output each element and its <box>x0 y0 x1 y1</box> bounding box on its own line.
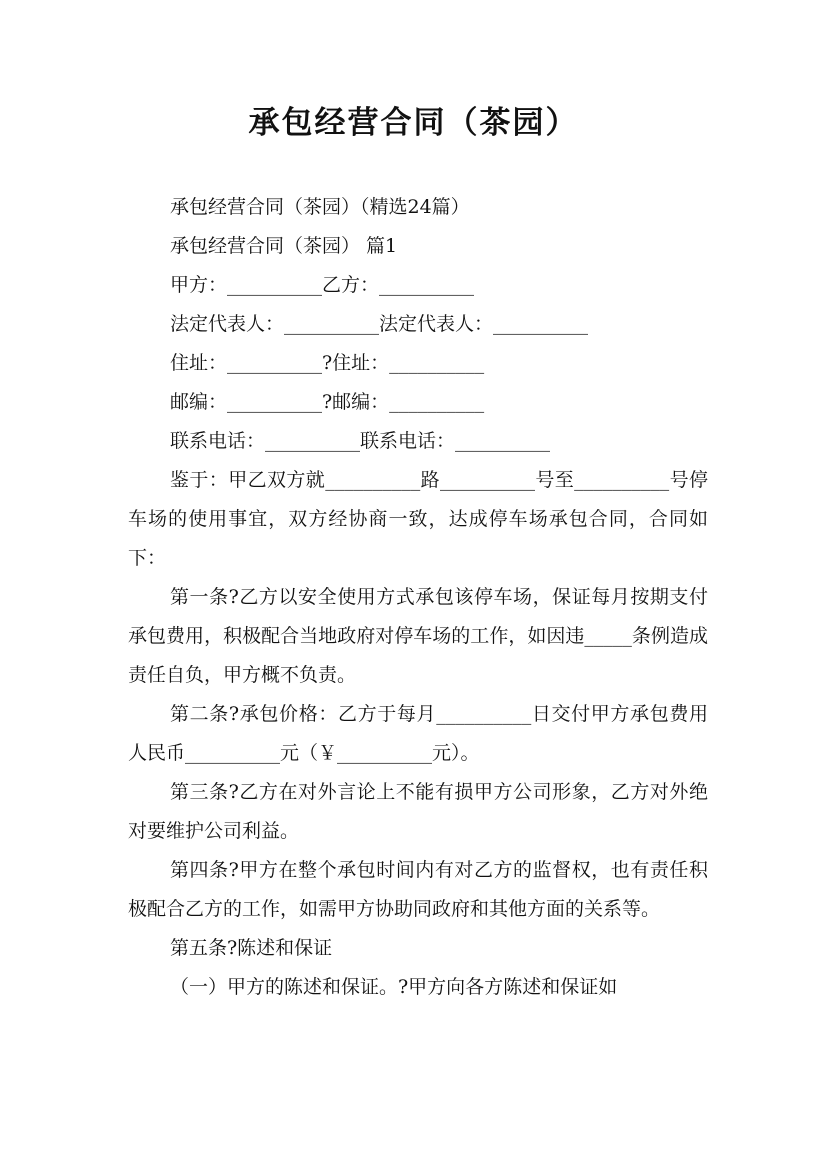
article-5-heading: 第五条?陈述和保证 <box>170 937 333 959</box>
preamble-paragraph: 鉴于：甲乙双方就__________路__________号至__________号停车场的使用事宜，双方经协商一致，达成停车场承包合同，合同如下： <box>128 469 708 569</box>
article-1-paragraph: 第一条?乙方以安全使用方式承包该停车场，保证每月按期支付承包费用，积极配合当地政府对停车场的工作，如因违_____条例造成责任自负，甲方概不负责。 <box>128 586 708 686</box>
section-heading: 承包经营合同（茶园） 篇1 <box>170 235 398 257</box>
phone-line: 联系电话：__________联系电话：__________ <box>170 430 551 452</box>
subtitle-line: 承包经营合同（茶园）（精选24篇） <box>170 196 470 218</box>
representative-line: 法定代表人：__________法定代表人：__________ <box>170 313 589 335</box>
party-line: 甲方：__________乙方：__________ <box>170 274 475 296</box>
postcode-line: 邮编：__________?邮编：__________ <box>170 391 485 413</box>
address-line: 住址：__________?住址：__________ <box>170 352 485 374</box>
article-2-paragraph: 第二条?承包价格：乙方于每月__________日交付甲方承包费用人民币__________元（￥__________元）。 <box>128 703 708 764</box>
document-body <box>128 188 708 1007</box>
article-4-paragraph: 第四条?甲方在整个承包时间内有对乙方的监督权，也有责任积极配合乙方的工作，如需甲方协助同政府和其他方面的关系等。 <box>128 859 708 920</box>
article-3-paragraph: 第三条?乙方在对外言论上不能有损甲方公司形象，乙方对外绝对要维护公司利益。 <box>128 781 708 842</box>
document-title: 承包经营合同（茶园） <box>248 105 579 141</box>
article-5-subparagraph: （一）甲方的陈述和保证。?甲方向各方陈述和保证如 <box>170 976 618 998</box>
